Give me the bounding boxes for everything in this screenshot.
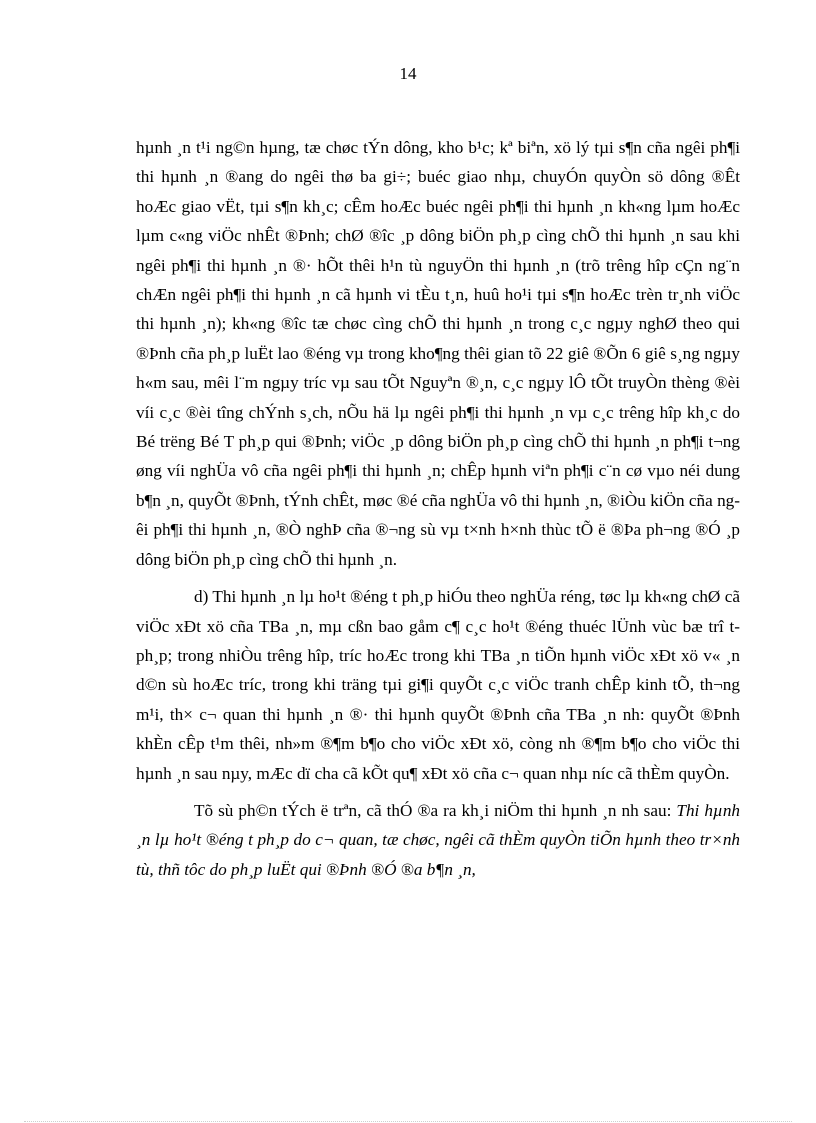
- definition-line: tiÕn hµnh theo tr×nh tù, thñ tôc do ph¸p luËt qui ®Þnh ®Ó ®a b¶n ¸n,: [136, 830, 741, 879]
- text-line: gi¶i quyÕt c¸c viÖc tranh chÊp kinh tÕ, th¬ng m¹i, th× c¬ quan thi hµnh ¸n: [136, 675, 740, 724]
- text-line: hµnh ¸n t¹i ng©n hµng, tæ chøc tÝn dông, kho b¹c; kª biªn, xö lý tµi s¶n cña: [136, 138, 671, 157]
- page-bottom-rule: [24, 1121, 792, 1122]
- text-line: ®Þnh, tÝnh chÊt, møc ®é cña nghÜa vô thi hµnh ¸n, ®iÒu kiÖn cña ngêi: [136, 490, 741, 540]
- text-line: ph¶i thi hµnh ¸n; chÊp hµnh viªn ph¶i c¨n cø vµo néi dung b¶n ¸n, quyÕt: [136, 461, 740, 510]
- text-line: ngêi ph¶i thi hµnh ¸n ®ang do ngêi thø ba gi÷; buéc giao nhµ, chuyÓn: [136, 138, 741, 187]
- text-line: kh«ng ®îc tæ chøc cìng chÕ thi hµnh ¸n trong c¸c ngµy nghØ theo qui: [232, 314, 740, 334]
- paragraph-1: [136, 133, 740, 574]
- text-line: ph¶i thi hµnh ¸n, ®Ò nghÞ cña ®¬ng sù vµ t×nh h×nh thùc tÕ ë ®Þa ph¬ng: [153, 520, 691, 540]
- text-line: dông biÖn ph¸p cìng chÕ thi hµnh ¸n ph¶i t¬ng øng víi nghÜa vô cña ngêi: [136, 432, 740, 481]
- text-line: quyÒn sö dông ®Êt hoÆc giao vËt, tµi s¶n kh¸c; cÊm hoÆc buéc ngêi ph¶i: [136, 167, 741, 216]
- text-line: h¹n tù nguyÖn thi hµnh ¸n (trõ trêng hîp cÇn ng¨n chÆn ngêi ph¶i thi hµnh: [136, 255, 741, 305]
- text-line: biÖn ph¸p cìng chÕ thi hµnh ¸n sau khi ngêi ph¶i thi hµnh ¸n ®· hÕt thêi: [136, 226, 740, 275]
- text-line: thuéc lÜnh vùc bæ trî t ph¸p; trong nhiÒu trêng hîp, tríc hoÆc trong khi: [136, 616, 741, 665]
- text-line: kh«ng chØ cã viÖc xÐt xö cña TBa ¸n, mµ cßn bao gåm c¶ c¸c ho¹t ®éng: [136, 587, 740, 636]
- text-line: ®Þnh cña ph¸p luËt lao ®éng vµ trong kho¶ng thêi gian tõ 22 giê ®Õn 6 giê: [136, 343, 666, 363]
- body-text: [136, 133, 740, 884]
- text-line: nµy, mÆc dï cha cã kÕt qu¶ xÐt xö cña c¬ quan nhµ níc cã thÈm quyÒn.: [221, 763, 730, 783]
- text-line: ®· thi hµnh quyÕt ®Þnh cña TBa ¸n nh: quyÕt ®Þnh khÈn cÊp t¹m thêi,: [136, 704, 740, 754]
- definition-line: Thi hµnh ¸n lµ ho¹t ®éng t ph¸p do c¬ quan, tæ chøc, ngêi cã thÈm quyÒn: [136, 800, 741, 850]
- text-line: ¸n cã hµnh vi tÈu t¸n, huû ho¹i tµi s¶n hoÆc trèn tr¸nh viÖc thi hµnh ¸n);: [136, 285, 741, 334]
- text-line: tÕt truyÒn thèng ®èi víi c¸c ®èi tîng chÝnh s¸ch, nÕu hä lµ ngêi ph¶i thi: [136, 373, 740, 422]
- text-line: Tõ sù ph©n tÝch ë trªn, cã thÓ ®a ra kh¸i niÖm thi hµnh ¸n nh sau:: [194, 800, 672, 820]
- text-line: thi hµnh ¸n kh«ng lµm hoÆc lµm c«ng viÖc nhÊt ®Þnh; chØ ®îc ¸p dông: [136, 196, 741, 246]
- text-line: d) Thi hµnh ¸n lµ ho¹t ®éng t ph¸p hiÓu theo nghÜa réng, tøc lµ: [194, 587, 640, 607]
- text-line: TBa ¸n tiÕn hµnh viÖc xÐt xö v« ¸n d©n sù hoÆc tríc, trong khi träng tµi: [136, 645, 740, 695]
- text-line: s¸ng ngµy h«m sau, mêi l¨m ngµy tríc vµ sau tÕt Nguyªn ®¸n, c¸c ngµy lÔ: [136, 343, 740, 393]
- page-number: 14: [399, 64, 417, 83]
- text-line: hµnh ¸n vµ c¸c trêng hîp kh¸c do Bé trëng Bé T ph¸p qui ®Þnh; viÖc ¸p: [136, 402, 740, 452]
- paragraph-3: [136, 796, 740, 884]
- paragraph-2: [136, 582, 740, 788]
- text-line: nh»m ®¶m b¶o cho viÖc xÐt xö, còng nh ®¶m b¶o cho viÖc thi hµnh ¸n sau: [136, 734, 741, 783]
- text-line: ®Ó ¸p dông biÖn ph¸p cìng chÕ thi hµnh ¸n.: [136, 520, 741, 569]
